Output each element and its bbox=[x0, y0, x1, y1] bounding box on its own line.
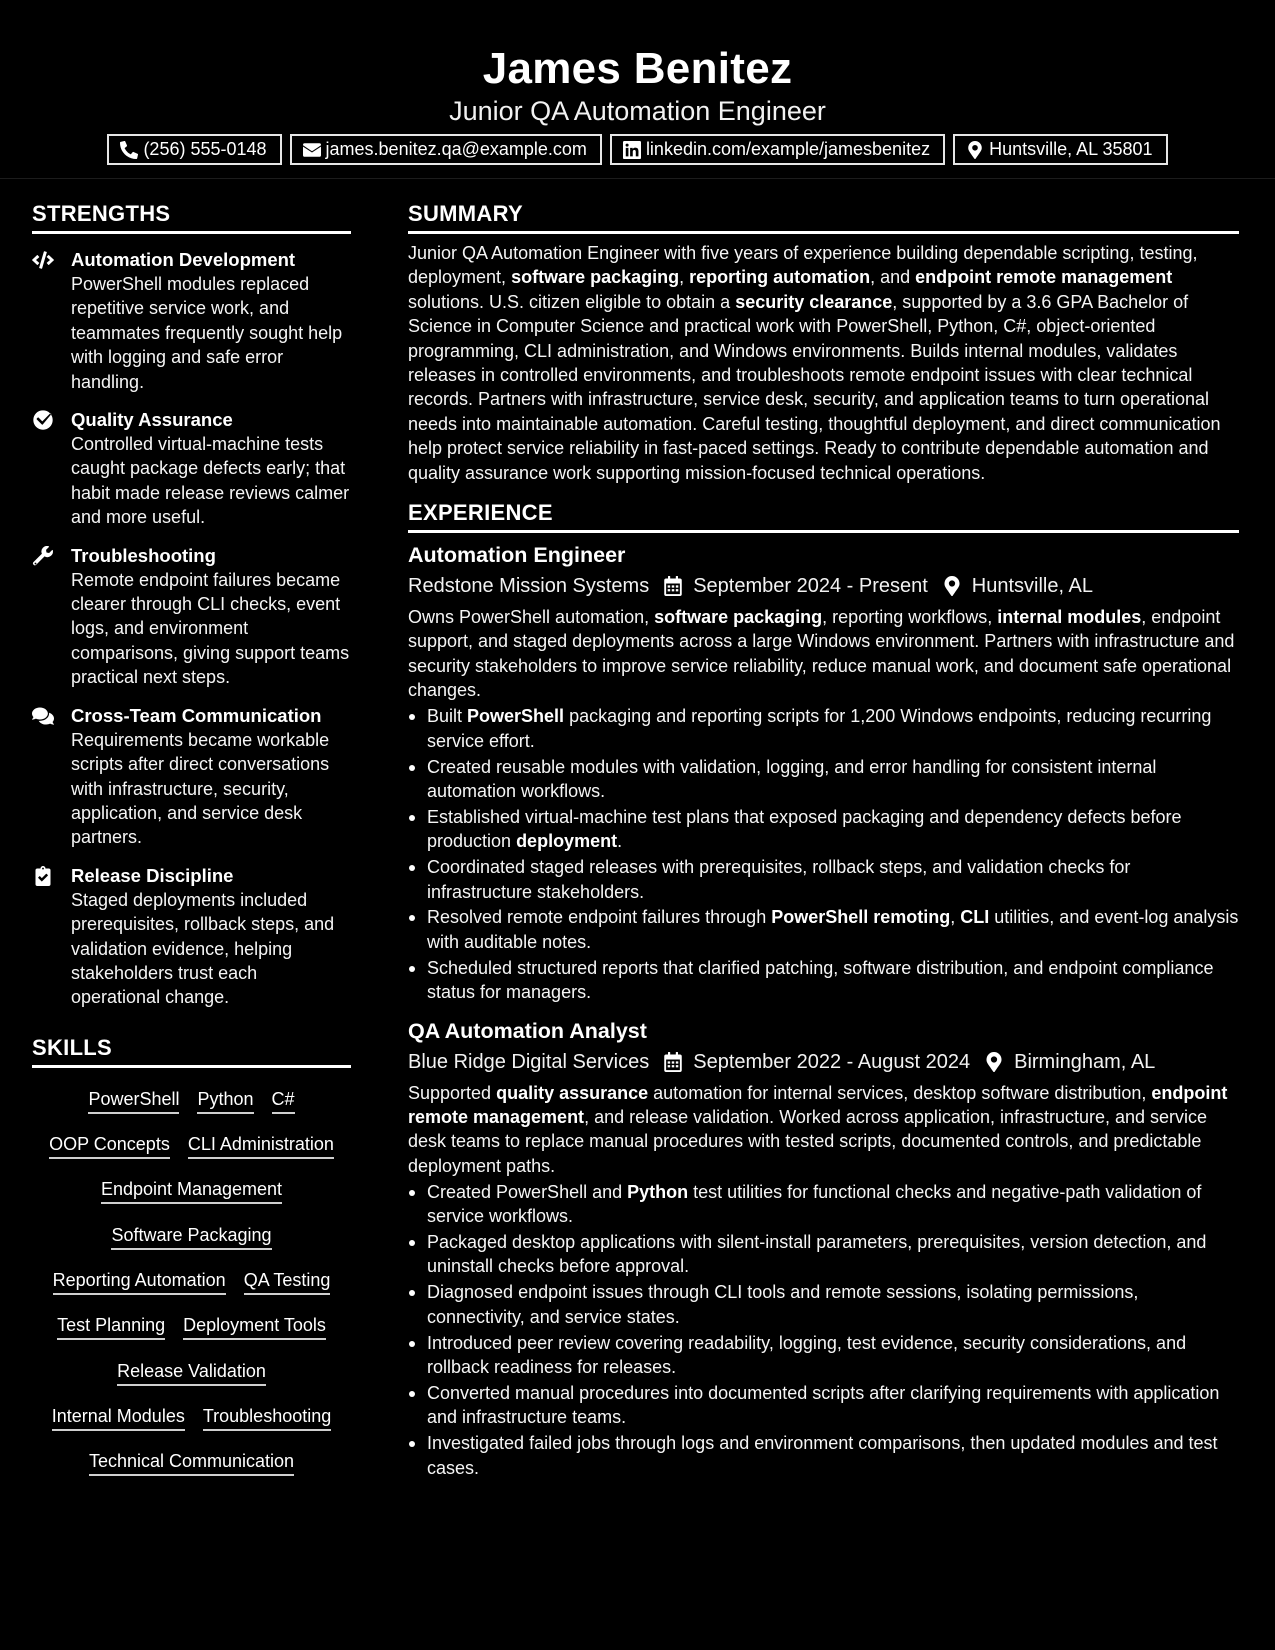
envelope-icon bbox=[303, 141, 321, 159]
text-run: Built bbox=[427, 706, 468, 727]
text-run: , and release validation. Worked across application, infrastructure, and service desk teams to replace manual procedures with tested scripts, documented controls, and predictable deployment paths. bbox=[408, 1106, 1208, 1176]
text-run: , bbox=[679, 267, 690, 288]
bullet-item bbox=[408, 1331, 1239, 1380]
contact-location bbox=[953, 134, 1167, 165]
strength-title: Troubleshooting bbox=[71, 544, 216, 566]
clipboard-check-icon bbox=[32, 866, 54, 886]
strength-title: Quality Assurance bbox=[71, 409, 233, 431]
bold-text: internal modules bbox=[997, 607, 1142, 628]
strength-title: Cross-Team Communication bbox=[71, 704, 322, 726]
text-run: . bbox=[617, 831, 623, 852]
skill-tag: Deployment Tools bbox=[183, 1313, 326, 1340]
strength-body: Controlled virtual-machine tests caught package defects early; that habit made release reviews calmer and more useful. bbox=[71, 434, 350, 528]
check-circle-icon bbox=[32, 410, 54, 430]
bullet-item bbox=[408, 1431, 1239, 1480]
contact-location-text: Huntsville, AL 35801 bbox=[989, 139, 1153, 159]
bold-text: Python bbox=[627, 1181, 689, 1202]
skill-tag: Release Validation bbox=[117, 1359, 266, 1386]
skills-heading: SKILLS bbox=[32, 1034, 351, 1068]
bullet-item bbox=[408, 755, 1239, 804]
text-run: Supported bbox=[408, 1082, 497, 1103]
text-run: Diagnosed endpoint issues through CLI tools and remote sessions, isolating permissions, connectivity, and service states. bbox=[427, 1282, 1139, 1327]
skill-tag: QA Testing bbox=[244, 1268, 331, 1295]
bullet-item bbox=[408, 1180, 1239, 1229]
contact-bar bbox=[0, 134, 1275, 165]
text-run: solutions. U.S. citizen eligible to obtain a bbox=[408, 291, 736, 312]
text-run: Investigated failed jobs through logs and environment comparisons, then updated modules and test cases. bbox=[427, 1433, 1218, 1478]
text-run: Created reusable modules with validation, logging, and error handling for consistent internal automation workflows. bbox=[427, 756, 1157, 801]
skill-tag: Internal Modules bbox=[52, 1404, 185, 1431]
skill-tag: Technical Communication bbox=[89, 1449, 294, 1476]
skill-tag: OOP Concepts bbox=[49, 1132, 170, 1159]
strength-body: Remote endpoint failures became clearer through CLI checks, event logs, and environment comparisons, giving support teams practical next steps. bbox=[71, 569, 350, 688]
job-meta bbox=[408, 571, 1239, 601]
skill-tag: Python bbox=[197, 1087, 253, 1114]
bullet-item bbox=[408, 1381, 1239, 1430]
job-description bbox=[408, 1081, 1239, 1179]
bold-text: CLI bbox=[960, 907, 990, 928]
text-run: packaging and reporting scripts for 1,200 Windows endpoints, reducing recurring service effort. bbox=[427, 706, 1212, 751]
contact-linkedin-text: linkedin.com/example/jamesbenitez bbox=[645, 139, 931, 159]
bullet-item bbox=[408, 1280, 1239, 1329]
bullet-item bbox=[408, 1230, 1239, 1279]
strength-item bbox=[32, 408, 351, 530]
job-entry bbox=[408, 541, 1239, 1005]
text-run: Resolved remote endpoint failures through bbox=[427, 907, 772, 928]
job-bullets bbox=[408, 704, 1239, 1004]
text-run: Scheduled structured reports that clarified patching, software distribution, and endpoint compliance status for managers. bbox=[427, 957, 1214, 1003]
skill-row bbox=[32, 1346, 351, 1391]
contact-phone[interactable] bbox=[107, 134, 281, 165]
text-run: Packaged desktop applications with silent-install parameters, prerequisites, version detection, and uninstall checks before approval. bbox=[427, 1232, 1207, 1277]
map-pin-icon bbox=[966, 141, 984, 159]
bullet-item bbox=[408, 956, 1239, 1005]
strength-body: Requirements became workable scripts after direct conversations with infrastructure, security, application, and service desk partners. bbox=[71, 729, 330, 848]
skill-tag: CLI Administration bbox=[188, 1132, 334, 1159]
bold-text: PowerShell remoting bbox=[771, 907, 951, 928]
bullet-item bbox=[408, 855, 1239, 904]
bold-text: endpoint remote management bbox=[408, 1082, 1228, 1127]
skill-row bbox=[32, 1300, 351, 1345]
bold-text: PowerShell bbox=[467, 706, 565, 727]
calendar-icon bbox=[663, 1052, 683, 1072]
strength-title: Automation Development bbox=[71, 249, 296, 270]
phone-icon bbox=[120, 141, 138, 159]
linkedin-icon bbox=[623, 141, 641, 159]
summary-text bbox=[408, 241, 1239, 485]
text-run: Owns PowerShell automation, bbox=[408, 607, 655, 628]
bold-text: endpoint remote management bbox=[915, 267, 1173, 288]
text-run: , supported by a 3.6 GPA Bachelor of Science in Computer Science and practical work with PowerShell, Python, C#, object-oriented programming, CLI administration, and Windows environments. Builds internal modules, validates releases in controlled environments, and troubleshoots remote endpoint issues with clear technical records. Partners with infrastructure, service desk, security, and application teams to turn operational needs into maintainable automation. Careful testing, thoughtful deployment, and direct communication help protect service reliability in fast-paced settings. Ready to contribute dependable automation and quality assurance work supporting mission-focused technical operations. bbox=[408, 291, 1221, 483]
resume-header bbox=[0, 0, 1275, 179]
contact-email[interactable] bbox=[290, 134, 602, 165]
strength-item bbox=[32, 864, 351, 1010]
bullet-item bbox=[408, 805, 1239, 854]
wrench-icon bbox=[32, 546, 54, 566]
text-run: , reporting workflows, bbox=[822, 607, 998, 628]
skill-row bbox=[32, 1436, 351, 1481]
job-dates: September 2024 - Present bbox=[693, 575, 928, 598]
job-company: Blue Ridge Digital Services bbox=[408, 1050, 650, 1073]
text-run: , and bbox=[870, 267, 916, 288]
job-location: Birmingham, AL bbox=[1014, 1050, 1156, 1073]
text-run: Created PowerShell and bbox=[427, 1181, 628, 1202]
skill-row bbox=[32, 1119, 351, 1164]
map-pin-icon bbox=[984, 1052, 1004, 1072]
contact-email-text: james.benitez.qa@example.com bbox=[325, 139, 587, 159]
calendar-icon bbox=[663, 576, 683, 596]
bold-text: software packaging bbox=[511, 267, 680, 288]
strength-item bbox=[32, 544, 351, 690]
bullet-item bbox=[408, 704, 1239, 753]
map-pin-icon bbox=[942, 576, 962, 596]
text-run: utilities, and event-log analysis with auditable notes. bbox=[427, 907, 1239, 952]
strength-title: Release Discipline bbox=[71, 864, 234, 886]
contact-linkedin[interactable] bbox=[610, 134, 945, 165]
skill-tag: Software Packaging bbox=[111, 1223, 271, 1250]
job-title: QA Automation Analyst bbox=[408, 1018, 647, 1043]
skill-tag: Reporting Automation bbox=[53, 1268, 226, 1295]
job-description bbox=[408, 605, 1239, 703]
skills-list bbox=[32, 1074, 351, 1482]
text-run: test utilities for functional checks and negative-path validation of service workflows. bbox=[427, 1181, 1202, 1227]
skill-row bbox=[32, 1164, 351, 1209]
contact-phone-text: (256) 555-0148 bbox=[143, 139, 267, 159]
skill-tag: Endpoint Management bbox=[101, 1177, 282, 1204]
job-meta bbox=[408, 1047, 1239, 1077]
job-entry bbox=[408, 1017, 1239, 1481]
job-bullets bbox=[408, 1180, 1239, 1480]
skill-row bbox=[32, 1255, 351, 1300]
experience-heading: EXPERIENCE bbox=[408, 499, 1239, 533]
comments-icon bbox=[32, 706, 54, 726]
text-run: , endpoint support, and staged deployments across a large Windows environment. Partners with infrastructure and security stakeholders to improve service reliability, reduce manual work, and document safe operational changes. bbox=[408, 607, 1235, 701]
strength-body: Staged deployments included prerequisites, rollback steps, and validation evidence, helping stakeholders trust each operational change. bbox=[71, 889, 335, 1008]
candidate-name: James Benitez bbox=[482, 44, 793, 93]
skill-tag: Test Planning bbox=[57, 1313, 165, 1340]
left-column bbox=[32, 200, 351, 1481]
strengths-heading: STRENGTHS bbox=[32, 200, 351, 234]
bold-text: reporting automation bbox=[689, 267, 871, 288]
job-dates: September 2022 - August 2024 bbox=[693, 1050, 971, 1073]
text-run: Coordinated staged releases with prerequisites, rollback steps, and validation checks for infrastructure stakeholders. bbox=[427, 857, 1131, 902]
skill-tag: Troubleshooting bbox=[203, 1404, 331, 1431]
text-run: Converted manual procedures into documented scripts after clarifying requirements with application and infrastructure teams. bbox=[427, 1382, 1220, 1428]
candidate-title: Junior QA Automation Engineer bbox=[449, 96, 826, 126]
skill-tag: C# bbox=[272, 1087, 295, 1114]
bold-text: software packaging bbox=[654, 607, 823, 628]
text-run: Junior QA Automation Engineer with five years of experience building dependable scripting, testing, deployment, bbox=[408, 243, 1198, 288]
text-run: Introduced peer review covering readability, logging, test evidence, security considerations, and rollback readiness for releases. bbox=[427, 1332, 1187, 1378]
skill-row bbox=[32, 1210, 351, 1255]
strength-body: PowerShell modules replaced repetitive service work, and teammates frequently sought help with logging and safe error handling. bbox=[71, 274, 343, 392]
skill-row bbox=[32, 1074, 351, 1119]
skill-tag: PowerShell bbox=[88, 1087, 179, 1114]
bold-text: quality assurance bbox=[496, 1082, 649, 1103]
summary-heading: SUMMARY bbox=[408, 200, 1239, 234]
text-run: automation for internal services, desktop software distribution, bbox=[648, 1082, 1152, 1103]
text-run: Established virtual-machine test plans that exposed packaging and dependency defects before production bbox=[427, 806, 1182, 852]
text-run: , bbox=[950, 907, 961, 928]
bullet-item bbox=[408, 905, 1239, 954]
code-icon bbox=[32, 250, 54, 270]
job-title: Automation Engineer bbox=[408, 543, 626, 568]
job-company: Redstone Mission Systems bbox=[408, 575, 650, 598]
bold-text: security clearance bbox=[735, 291, 893, 312]
strength-item bbox=[32, 248, 351, 394]
job-location: Huntsville, AL bbox=[971, 575, 1093, 598]
skill-row bbox=[32, 1391, 351, 1436]
strength-item bbox=[32, 704, 351, 850]
bold-text: deployment bbox=[516, 831, 618, 852]
right-column bbox=[408, 200, 1239, 1480]
